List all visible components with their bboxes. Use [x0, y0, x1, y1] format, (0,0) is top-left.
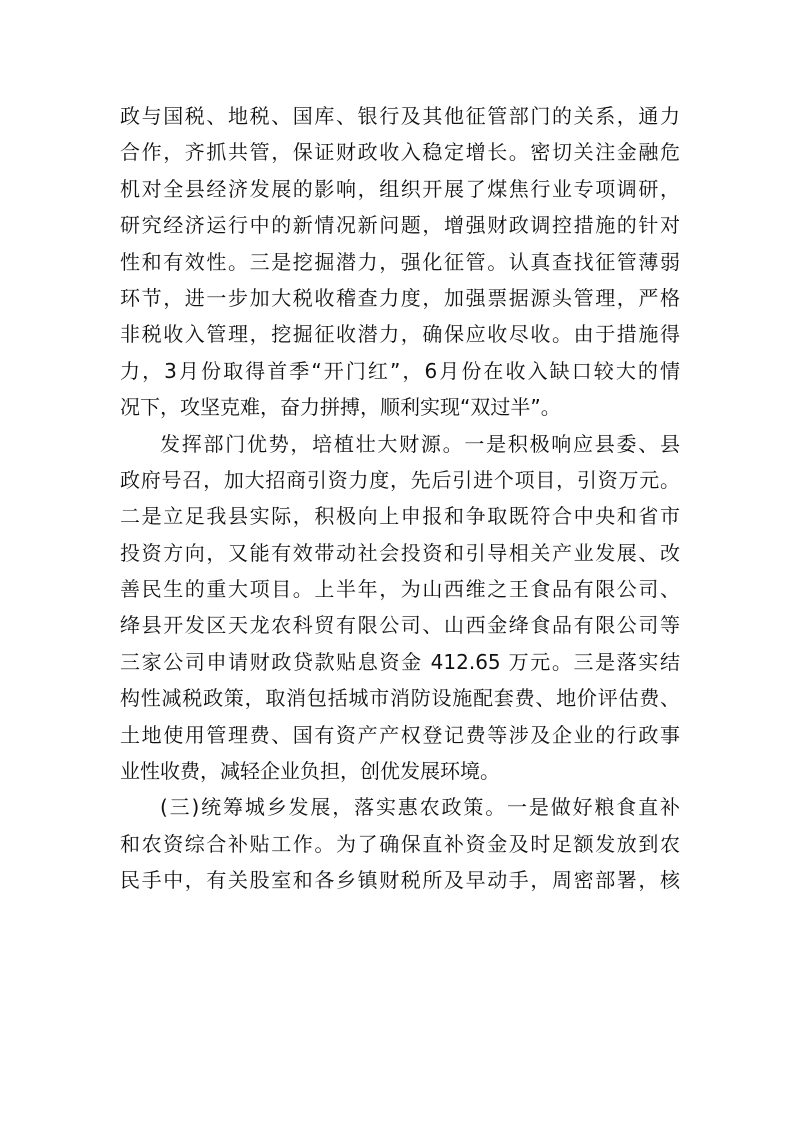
paragraph-last-line: 况下，攻坚克难，奋力拼搏，顺利实现“双过半”。 [120, 395, 561, 420]
text-line: 民手中，有关股室和各乡镇财税所及早动手，周密部署，核 [120, 868, 680, 893]
text-line: 环节，进一步加大税收稽查力度，加强票据源头管理，严格 [120, 285, 680, 310]
paragraph-last-line: 业性收费，减轻企业负担，创优发展环境。 [120, 759, 500, 784]
text-line: 性和有效性。三是挖掘潜力，强化征管。认真查找征管薄弱 [120, 249, 680, 274]
text-line: 和农资综合补贴工作。为了确保直补资金及时足额发放到农 [120, 831, 680, 856]
text-line: 政府号召，加大招商引资力度，先后引进个项目，引资万元。 [120, 467, 680, 492]
text-line: 构性减税政策，取消包括城市消防设施配套费、地价评估费、 [120, 686, 680, 711]
text-line: 绛县开发区天龙农科贸有限公司、山西金绛食品有限公司等 [120, 613, 680, 638]
text-line: 二是立足我县实际，积极向上申报和争取既符合中央和省市 [120, 504, 680, 529]
text-line: 机对全县经济发展的影响，组织开展了煤焦行业专项调研， [120, 176, 680, 201]
text-line: 土地使用管理费、国有资产产权登记费等涉及企业的行政事 [120, 722, 680, 747]
text-line: 力，3月份取得首季“开门红”，6月份在收入缺口较大的情 [120, 358, 680, 383]
text-line: 善民生的重大项目。上半年，为山西维之王食品有限公司、 [120, 577, 680, 602]
text-line: 合作，齐抓共管，保证财政收入稳定增长。密切关注金融危 [120, 140, 680, 165]
text-line: 研究经济运行中的新情况新问题，增强财政调控措施的针对 [120, 213, 680, 238]
body-text [120, 98, 680, 899]
text-line: 政与国税、地税、国库、银行及其他征管部门的关系，通力 [120, 104, 680, 128]
paragraph-first-line: 发挥部门优势，培植壮大财源。一是积极响应县委、县 [160, 431, 680, 456]
paragraph-first-line: (三)统筹城乡发展，落实惠农政策。一是做好粮食直补 [160, 795, 680, 820]
text-line: 三家公司申请财政贷款贴息资金 412.65 万元。三是落实结 [120, 649, 680, 674]
text-line: 投资方向，又能有效带动社会投资和引导相关产业发展、改 [120, 540, 680, 565]
text-line: 非税收入管理，挖掘征收潜力，确保应收尽收。由于措施得 [120, 322, 680, 347]
